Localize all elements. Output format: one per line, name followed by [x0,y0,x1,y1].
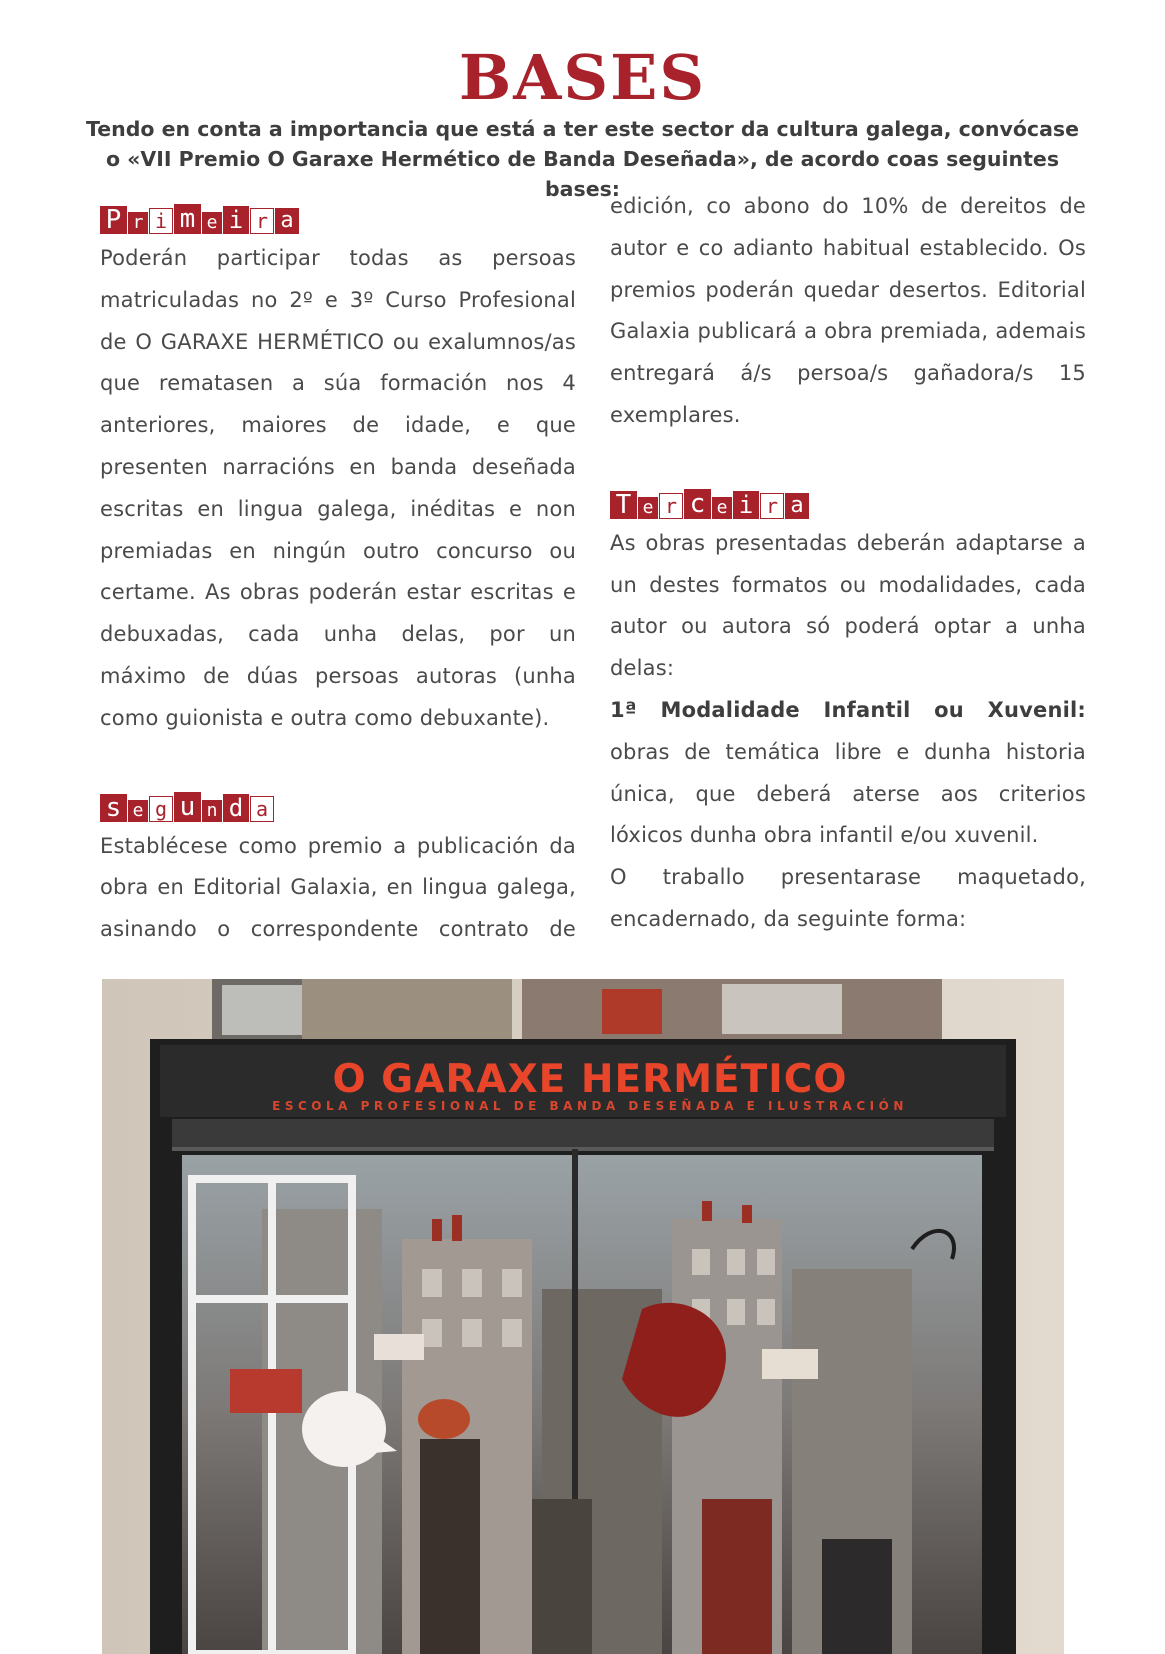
heading-letter: a [275,208,299,234]
closing-text: O traballo presentarase maquetado, encadernado, da seguinte forma: [610,865,1086,931]
heading-segunda [100,784,576,822]
heading-letter: n [202,800,222,822]
left-column [100,196,576,951]
heading-letter: s [100,794,127,822]
heading-letter: e [202,212,222,234]
heading-letter: a [250,796,274,822]
heading-primeira [100,196,576,234]
modalidade-label: 1ª Modalidade Infantil ou Xuvenil: [610,697,1086,722]
heading-letter: c [684,489,711,519]
heading-letter: e [638,497,658,519]
heading-letter: u [174,792,201,822]
modalidade-text: obras de temática libre e dunha historia única, que deberá aterse aos criterios lóxicos dunha obra infantil e/ou xuvenil. [610,739,1086,848]
segunda-text-left: Establécese como premio a publicación da obra en Editorial Galaxia, en lingua galega, asinando o correspondente contrato de [100,833,576,942]
heading-letter: P [100,206,127,234]
right-column [610,186,1086,941]
heading-letter: e [712,497,732,519]
heading-letter: T [610,491,637,519]
heading-letter: r [760,493,784,519]
segunda-text-right: edición, co abono do 10% de dereitos de autor e co adianto habitual establecido. Os premios poderán quedar desertos. Editorial Galaxia publicará a obra premiada, ademais entregará á/s persoa/s gañadora/s 15 exemplares. [610,194,1086,427]
sign-subtitle: ESCOLA PROFESIONAL DE BANDA DESEÑADA E ILUSTRACIÓN [272,1099,908,1113]
heading-letter: g [149,796,173,822]
heading-letter: i [733,491,759,519]
heading-terceira [610,481,1086,519]
heading-letter: a [785,493,809,519]
page-title: BASES [458,41,707,114]
heading-letter: r [659,493,683,519]
sign-title: O GARAXE HERMÉTICO [332,1057,848,1102]
intro-text: Tendo en conta a importancia que está a ter este sector da cultura galega, convócase o «VII Premio O Garaxe Hermético de Banda Deseñada», de acordo coas seguintes bases: [85,117,1080,201]
heading-letter: i [149,208,173,234]
heading-letter: r [128,212,148,234]
terceira-text: As obras presentadas deberán adaptarse a un destes formatos ou modalidades, cada autor ou autora só poderá optar a unha delas: [610,530,1086,681]
heading-letter: i [223,206,249,234]
heading-letter: r [250,208,274,234]
heading-letter: d [223,794,249,822]
heading-letter: e [128,800,148,822]
primeira-text: Poderán participar todas as persoas matriculadas no 2º e 3º Curso Profesional de O GARAXE HERMÉTICO ou exalumnos/as que rematasen a súa formación nos 4 anteriores, maiores de idade, e que presenten narracións en banda deseñada escritas en lingua galega, inéditas e non premiadas en ningún outro concurso ou certame. As obras poderán estar escritas e debuxadas, cada unha delas, por un máximo de dúas persoas autoras (unha como guionista e outra como debuxante). [100,246,576,730]
heading-letter: m [174,204,201,234]
